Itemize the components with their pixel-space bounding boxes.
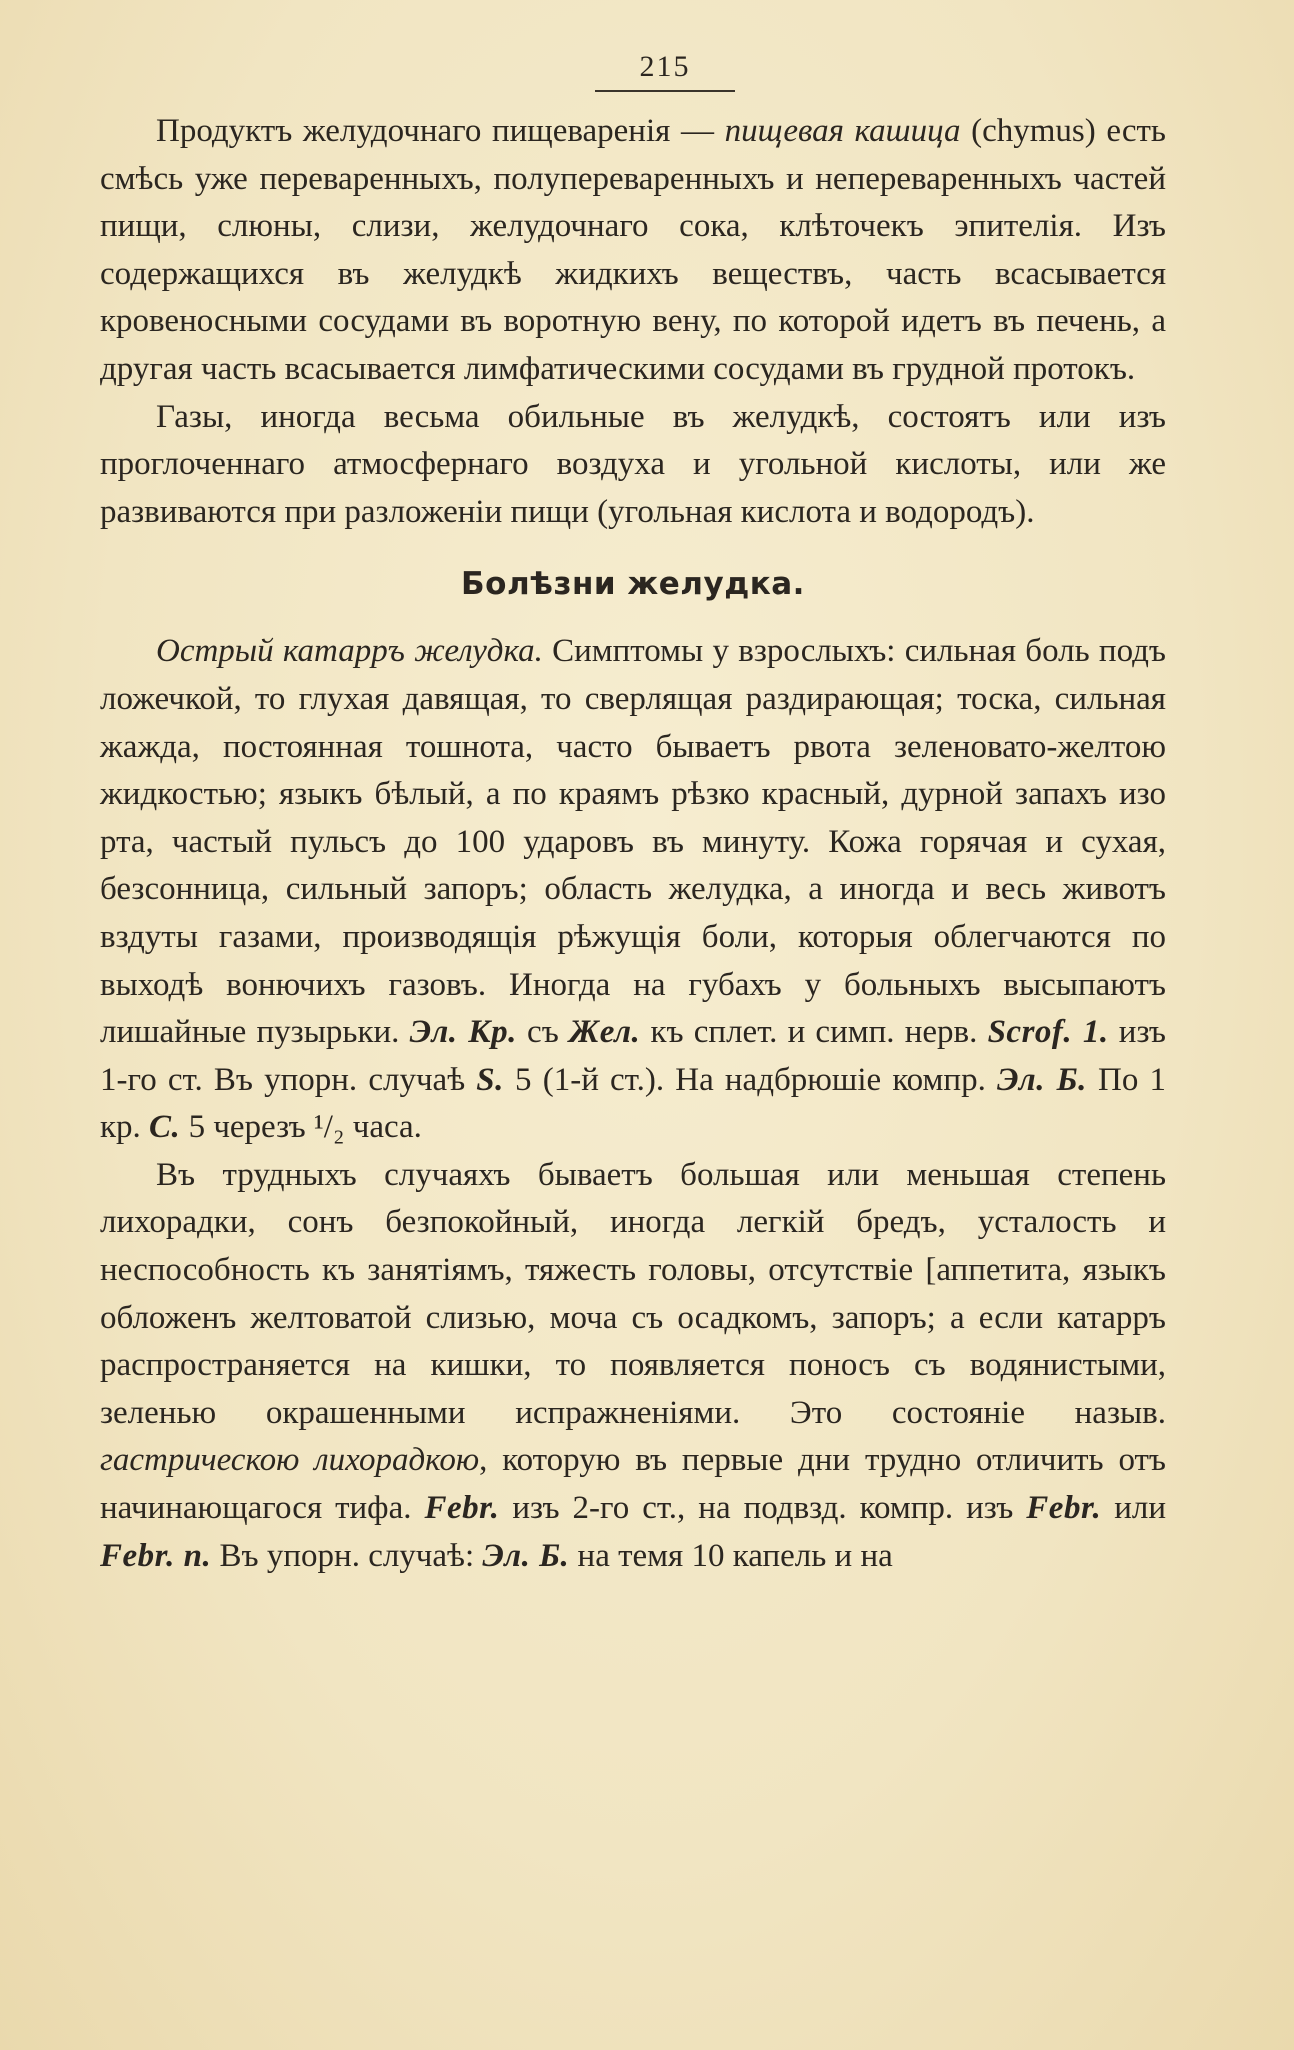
remedy-ref: Febr. [424,1490,500,1527]
term-chyme: пищевая кашица [724,113,961,149]
remedy-ref: Эл. Кр. [409,1014,517,1051]
fraction: ¹/₂ [313,1109,345,1146]
remedy-ref: Scrof. 1. [987,1014,1109,1051]
text-run: По 1 кр. [100,1061,1167,1146]
text-run: 5 (1-й ст.). На надбрюшіе компр. [503,1061,998,1098]
term-acute-catarrh: Острый катарръ желудка. [156,633,543,670]
section-title: Болѣзни желудка. [461,566,805,603]
text-run: Въ трудныхъ случаяхъ бываетъ большая или меньшая степень лихорадки, сонъ безпокойный, иногда легкій бредъ, усталость и неспособность къ занятіямъ, тяжесть головы, отсутствіе [аппетита, языкъ обложенъ желтоватой слизью, моча съ осадкомъ, запоръ; а если катарръ распространяется на кишки, то появляется поносъ съ водянистыми, зеленью окрашенными испражненіями. Это состояніе назыв. [100,1156,1166,1431]
page-number: 215 [595,50,735,92]
paragraph-gastric-fever [100,1152,1166,1580]
text-run: , которую въ первые дни трудно отличить отъ начинающагося тифа. [100,1442,1166,1527]
page-body [100,108,1166,1580]
remedy-ref: Febr. [1026,1490,1102,1527]
text-run: Въ упорн. случаѣ: [211,1537,483,1574]
text-run: къ сплет. и симп. нерв. [640,1014,988,1051]
text-run: часа. [344,1109,422,1146]
text-run: (chymus) есть смѣсь уже переваренныхъ, полупереваренныхъ и непереваренныхъ частей пищи, слюны, слизи, желудочнаго сока, клѣточекъ эпителія. Изъ содержащихся въ желудкѣ жидкихъ веществъ, часть всасывается кровеносными сосудами въ воротную вену, по которой идетъ въ печень, а другая часть всасывается лимфатическими сосудами въ грудной протокъ. [100,113,1166,387]
text-run: Симптомы у взрослыхъ: сильная боль подъ ложечкой, то глухая давящая, то сверлящая раздирающая; тоска, сильная жажда, постоянная тошнота, часто бываетъ рвота зеленовато-желтою жидкостью; языкъ бѣлый, а по краямъ рѣзко красный, дурной запахъ изо рта, частый пульсъ до 100 ударовъ въ минуту. Кожа горячая и сухая, безсонница, сильный запоръ; область желудка, а иногда и весь животъ вздуты газами, производящія рѣжущія боли, которыя облегчаются по выходѣ вонючихъ газовъ. Иногда на губахъ у больныхъ высыпаютъ лишайные пузырьки. [100,633,1166,1051]
paragraph-gases: Газы, иногда весьма обильные въ желудкѣ, состоятъ или изъ проглоченнаго атмосфернаго воздуха и угольной кислоты, или же развиваются при разложеніи пищи (угольная кислота и водородъ). [100,398,1166,530]
paragraph-acute-catarrh [100,628,1166,1152]
text-run: на темя 10 капель и на [569,1537,893,1574]
text-run: изъ 2-го ст., на подвзд. компр. изъ [499,1490,1027,1527]
term-gastric-fever: гастрическою лихорадкою [100,1442,480,1479]
remedy-ref: Эл. Б. [482,1537,570,1574]
remedy-ref: S. [476,1061,504,1098]
paragraph-digestion [100,108,1166,394]
text-run: съ [516,1014,569,1051]
text-run: изъ 1-го ст. Въ упорн. случаѣ [100,1014,1167,1098]
remedy-ref: С. [149,1109,181,1146]
remedy-ref: Febr. n. [100,1537,212,1574]
text-run: Продуктъ желудочнаго пищеваренія — [156,113,725,149]
text-run: или [1101,1490,1167,1527]
remedy-ref: Эл. Б. [997,1061,1087,1098]
remedy-ref: Жел. [568,1014,641,1051]
text-run: 5 черезъ [180,1109,314,1146]
